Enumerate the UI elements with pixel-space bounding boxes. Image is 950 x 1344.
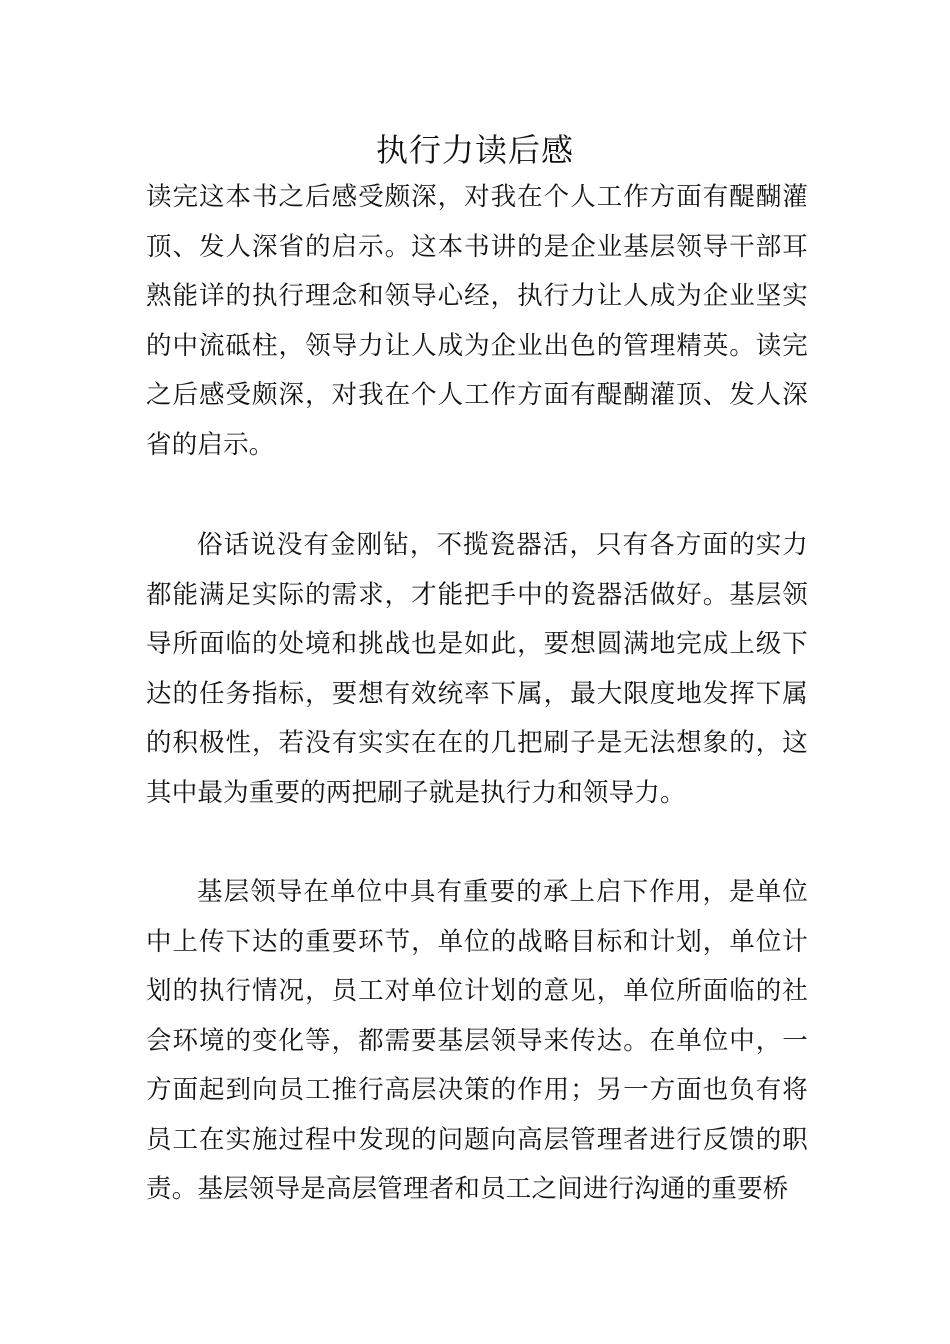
paragraph-1: 读完这本书之后感受颇深，对我在个人工作方面有醍醐灌顶、发人深省的启示。这本书讲的是企业基层领导干部耳熟能详的执行理念和领导心经，执行力让人成为企业坚实的中流砥柱，领导力让人成为企业出色的管理精英。读完之后感受颇深，对我在个人工作方面有醍醐灌顶、发人深省的启示。 [146,182,808,460]
paragraph-block-2 [146,521,808,818]
paragraph-2: 俗话说没有金刚钻，不揽瓷器活，只有各方面的实力都能满足实际的需求，才能把手中的瓷器活做好。基层领导所面临的处境和挑战也是如此，要想圆满地完成上级下达的任务指标，要想有效统率下属，最大限度地发挥下属的积极性，若没有实实在在的几把刷子是无法想象的，这其中最为重要的两把刷子就是执行力和领导力。 [146,530,808,808]
paragraph-block-1 [146,173,808,470]
document-title: 执行力读后感 [375,131,574,169]
paragraph-3: 基层领导在单位中具有重要的承上启下作用，是单位中上传下达的重要环节，单位的战略目标和计划，单位计划的执行情况，员工对单位计划的意见，单位所面临的社会环境的变化等，都需要基层领导来传达。在单位中，一方面起到向员工推行高层决策的作用；另一方面也负有将员工在实施过程中发现的问题向高层管理者进行反馈的职责。基层领导是高层管理者和员工之间进行沟通的重要桥 [146,877,808,1204]
paragraph-block-3 [146,868,808,1215]
